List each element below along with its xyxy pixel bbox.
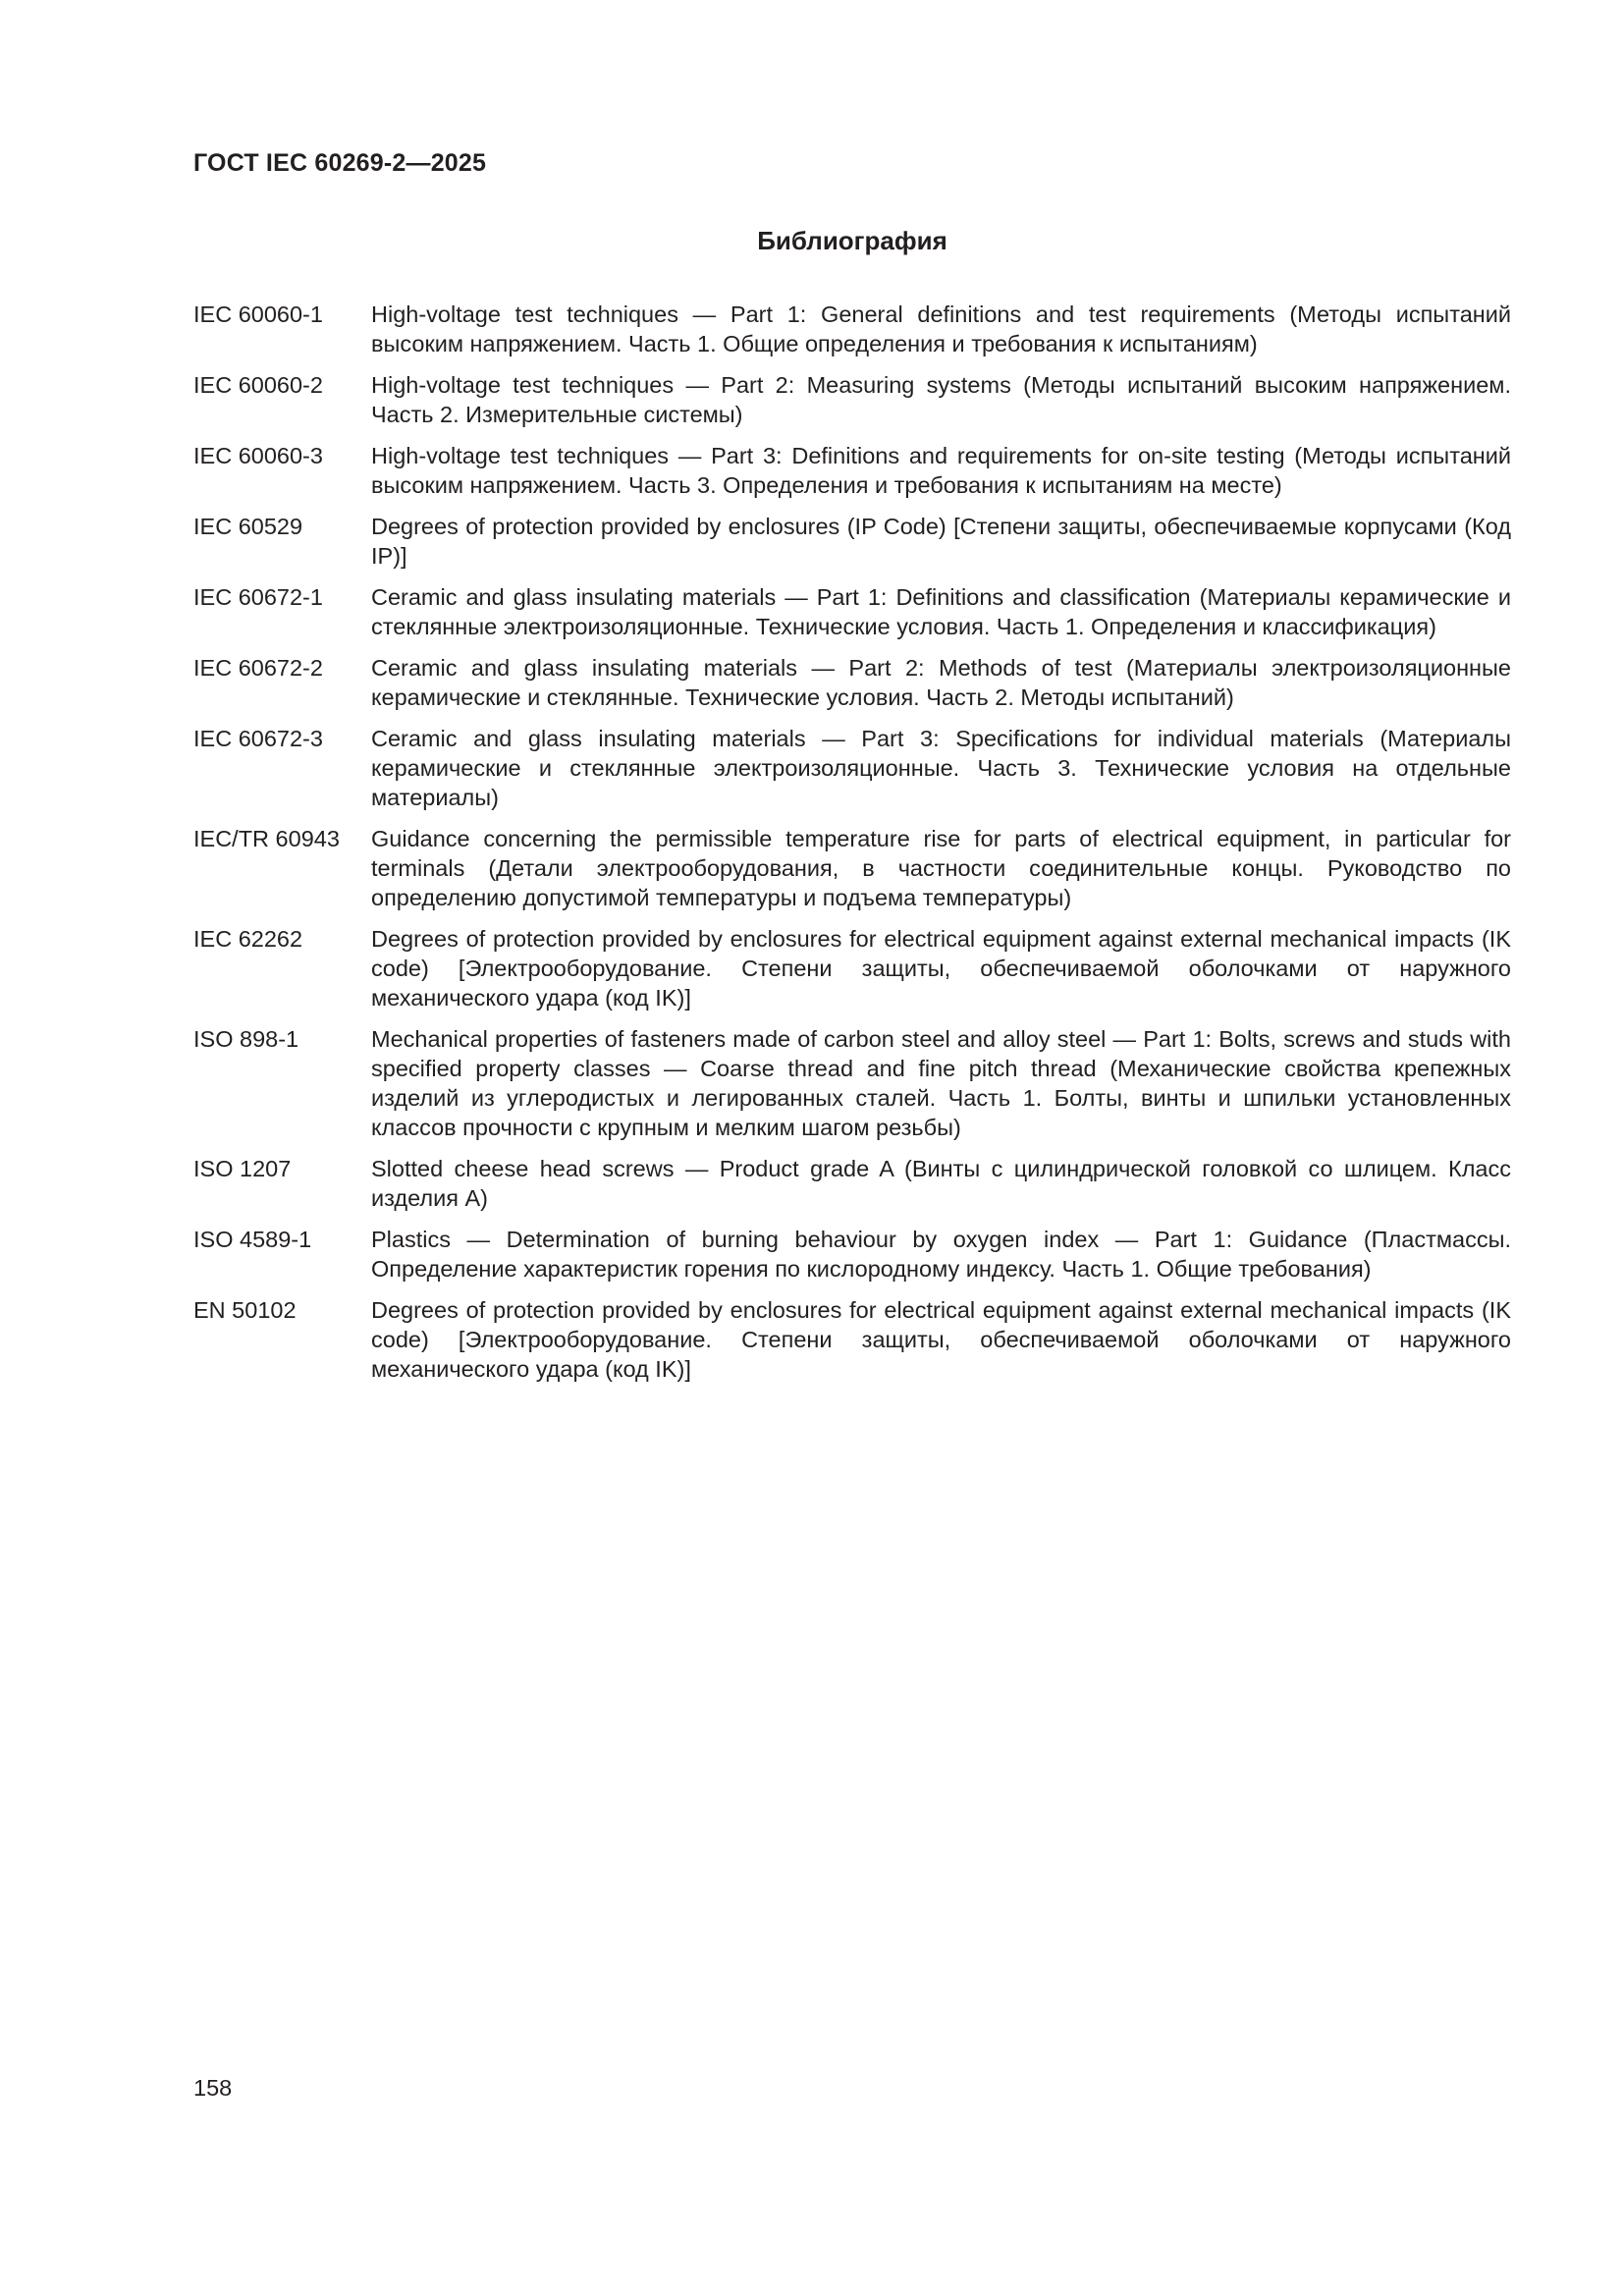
reference-code: EN 50102 xyxy=(193,1297,297,1323)
reference-description: Plastics — Determination of burning behaviour by oxygen index — Part 1: Guidance (Пластмассы. Определение характеристик горения по кислородному индексу. Часть 1. Общие требования) xyxy=(371,1227,1511,1282)
reference-code: IEC 60672-3 xyxy=(193,726,323,751)
reference-description: Ceramic and glass insulating materials — Part 2: Methods of test (Материалы электроизоляционные керамические и стеклянные. Технические условия. Часть 2. Методы испытаний) xyxy=(371,655,1511,710)
bibliography-entry xyxy=(193,1154,1511,1213)
reference-description: Ceramic and glass insulating materials — Part 3: Specifications for individual materials (Материалы керамические и стеклянные электроизоляционные. Часть 3. Технические условия на отдельные материалы) xyxy=(371,726,1511,810)
reference-code: IEC 60060-3 xyxy=(193,443,323,468)
bibliography-entry xyxy=(193,582,1511,641)
reference-code: IEC 62262 xyxy=(193,926,303,952)
bibliography-entry xyxy=(193,300,1511,358)
bibliography-entry xyxy=(193,724,1511,812)
reference-code: ISO 4589-1 xyxy=(193,1227,312,1252)
reference-description: High-voltage test techniques — Part 3: Definitions and requirements for on-site testing (Методы испытаний высоким напряжением. Часть 3. Определения и требования к испытаниям на месте) xyxy=(371,443,1511,498)
bibliography-entry xyxy=(193,441,1511,500)
reference-description: High-voltage test techniques — Part 2: Measuring systems (Методы испытаний высоким напряжением. Часть 2. Измерительные системы) xyxy=(371,372,1511,427)
bibliography-entry xyxy=(193,924,1511,1012)
page-number: 158 xyxy=(193,2075,233,2101)
bibliography-entry xyxy=(193,370,1511,429)
bibliography-entry xyxy=(193,824,1511,912)
reference-description: Degrees of protection provided by enclosures for electrical equipment against external mechanical impacts (IK code) [Электрооборудование. Степени защиты, обеспечиваемой оболочками от наружного механического удара (код IK)] xyxy=(371,926,1511,1011)
bibliography-entry xyxy=(193,512,1511,571)
reference-code: IEC 60529 xyxy=(193,514,303,539)
bibliography-entry xyxy=(193,653,1511,712)
reference-description: Guidance concerning the permissible temperature rise for parts of electrical equipment, in particular for terminals (Детали электрооборудования, в частности соединительные концы. Руководство по определению допустимой температуры и подъема температуры) xyxy=(371,826,1511,910)
bibliography-list xyxy=(193,300,1511,1395)
reference-code: ISO 1207 xyxy=(193,1156,292,1181)
reference-code: ISO 898-1 xyxy=(193,1026,299,1052)
reference-code: IEC 60672-2 xyxy=(193,655,323,681)
reference-description: High-voltage test techniques — Part 1: General definitions and test requirements (Методы испытаний высоким напряжением. Часть 1. Общие определения и требования к испытаниям) xyxy=(371,301,1511,356)
reference-code: IEC/TR 60943 xyxy=(193,826,340,851)
reference-description: Degrees of protection provided by enclosures (IP Code) [Степени защиты, обеспечиваемые корпусами (Код IP)] xyxy=(371,514,1511,569)
reference-code: IEC 60060-2 xyxy=(193,372,323,398)
reference-description: Slotted cheese head screws — Product grade A (Винты с цилиндрической головкой со шлицем. Класс изделия А) xyxy=(371,1156,1511,1211)
reference-code: IEC 60060-1 xyxy=(193,301,323,327)
bibliography-entry xyxy=(193,1295,1511,1384)
reference-description: Mechanical properties of fasteners made of carbon steel and alloy steel — Part 1: Bolts, screws and studs with specified property classes — Coarse thread and fine pitch thread (Механические свойства крепежных изделий из углеродистых и легированных сталей. Часть 1. Болты, винты и шпильки установленных классов прочности с крупным и мелким шагом резьбы) xyxy=(371,1026,1511,1140)
bibliography-entry xyxy=(193,1024,1511,1142)
reference-code: IEC 60672-1 xyxy=(193,584,323,610)
reference-description: Ceramic and glass insulating materials — Part 1: Definitions and classification (Материалы керамические и стеклянные электроизоляционные. Технические условия. Часть 1. Определения и классификация) xyxy=(371,584,1511,639)
page-title: Библиография xyxy=(757,226,947,255)
document-header: ГОСТ IEC 60269-2—2025 xyxy=(193,149,487,177)
bibliography-entry xyxy=(193,1225,1511,1284)
reference-description: Degrees of protection provided by enclosures for electrical equipment against external mechanical impacts (IK code) [Электрооборудование. Степени защиты, обеспечиваемой оболочками от наружного механического удара (код IK)] xyxy=(371,1297,1511,1382)
